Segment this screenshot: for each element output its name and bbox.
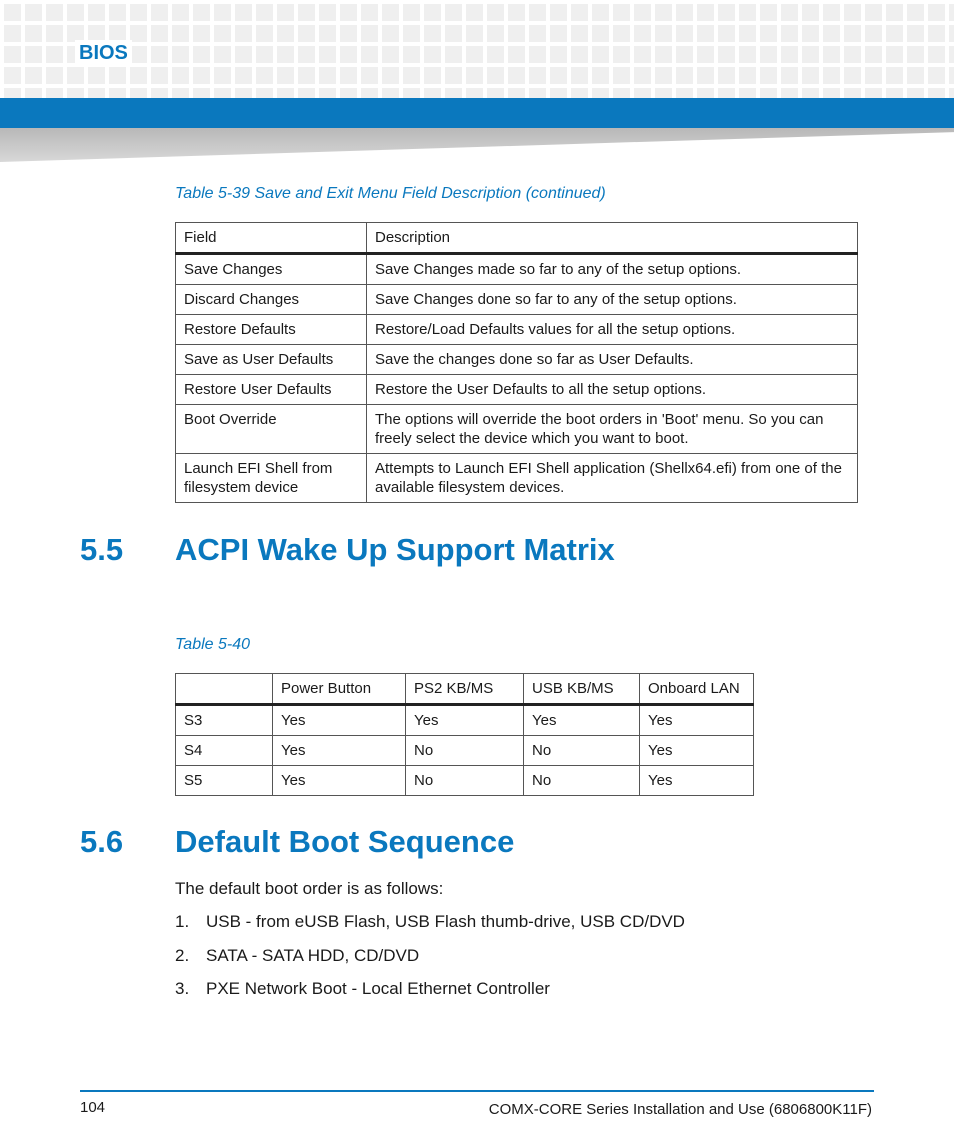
intro-paragraph: The default boot order is as follows:: [175, 879, 444, 898]
table-cell: S3: [176, 705, 273, 736]
table-row: [176, 705, 754, 736]
table-cell: Restore User Defaults: [176, 375, 367, 405]
column-header: [176, 674, 273, 705]
list-item: [175, 946, 419, 966]
column-header: Description: [367, 223, 858, 254]
table-row: [176, 766, 754, 796]
footer-rule: [80, 1090, 874, 1092]
table-cell: The options will override the boot orders in 'Boot' menu. So you can freely select the device which you want to boot.: [367, 405, 858, 454]
document-title: COMX-CORE Series Installation and Use (6806800K11F): [488, 1101, 872, 1118]
table-cell: No: [524, 766, 640, 796]
section-number: 5.6: [80, 824, 124, 859]
table-cell: Restore Defaults: [176, 315, 367, 345]
column-header: USB KB/MS: [524, 674, 640, 705]
table-cell: Launch EFI Shell from filesystem device: [176, 454, 367, 503]
table-cell: No: [406, 736, 524, 766]
column-header: Onboard LAN: [640, 674, 754, 705]
table-cell: No: [524, 736, 640, 766]
section-heading-5-5: [80, 532, 615, 568]
table-cell: Yes: [524, 705, 640, 736]
list-text: USB - from eUSB Flash, USB Flash thumb-drive, USB CD/DVD: [206, 912, 685, 931]
list-number: 1.: [175, 912, 190, 931]
section-heading-5-6: [80, 824, 514, 860]
header-grey-wedge: [0, 128, 954, 162]
section-title: Default Boot Sequence: [175, 824, 515, 859]
table-cell: Yes: [406, 705, 524, 736]
table-cell: Yes: [273, 705, 406, 736]
table-row: [176, 315, 858, 345]
section-number: 5.5: [80, 532, 124, 567]
column-header: Field: [176, 223, 367, 254]
header-pattern: [0, 0, 954, 98]
table-row: [176, 736, 754, 766]
list-item: [175, 912, 685, 932]
table-cell: S5: [176, 766, 273, 796]
table-row: [176, 454, 858, 503]
table-cell: No: [406, 766, 524, 796]
table2-caption: Table 5-40: [175, 636, 251, 653]
table-cell: Yes: [640, 766, 754, 796]
list-number: 3.: [175, 979, 190, 998]
list-number: 2.: [175, 946, 190, 965]
list-item: [175, 979, 550, 999]
table-row: [176, 405, 858, 454]
table-cell: Save Changes made so far to any of the setup options.: [367, 254, 858, 285]
table-cell: Save as User Defaults: [176, 345, 367, 375]
table-cell: Attempts to Launch EFI Shell application (Shellx64.efi) from one of the available filesystem devices.: [367, 454, 858, 503]
table-row: [176, 285, 858, 315]
table-cell: Save Changes done so far to any of the setup options.: [367, 285, 858, 315]
list-text: SATA - SATA HDD, CD/DVD: [206, 946, 420, 965]
table-cell: Boot Override: [176, 405, 367, 454]
header-blue-bar: [0, 98, 954, 128]
table-cell: Discard Changes: [176, 285, 367, 315]
table-cell: Restore the User Defaults to all the setup options.: [367, 375, 858, 405]
list-text: PXE Network Boot - Local Ethernet Controller: [206, 979, 550, 998]
table-cell: Yes: [273, 736, 406, 766]
table1-caption: Table 5-39 Save and Exit Menu Field Description (continued): [175, 185, 606, 202]
chapter-label: BIOS: [75, 40, 132, 67]
column-header: Power Button: [273, 674, 406, 705]
table-cell: Save the changes done so far as User Defaults.: [367, 345, 858, 375]
acpi-wake-table: [175, 673, 754, 796]
save-exit-table: [175, 222, 858, 503]
table-cell: Save Changes: [176, 254, 367, 285]
page-number: 104: [80, 1099, 106, 1116]
table-row: [176, 375, 858, 405]
table-cell: S4: [176, 736, 273, 766]
table-cell: Yes: [640, 705, 754, 736]
column-header: PS2 KB/MS: [406, 674, 524, 705]
section-title: ACPI Wake Up Support Matrix: [175, 532, 615, 567]
table-cell: Yes: [640, 736, 754, 766]
table-header-row: [176, 223, 858, 254]
table-cell: Restore/Load Defaults values for all the setup options.: [367, 315, 858, 345]
table-cell: Yes: [273, 766, 406, 796]
table-row: [176, 345, 858, 375]
table-row: [176, 254, 858, 285]
table-header-row: [176, 674, 754, 705]
